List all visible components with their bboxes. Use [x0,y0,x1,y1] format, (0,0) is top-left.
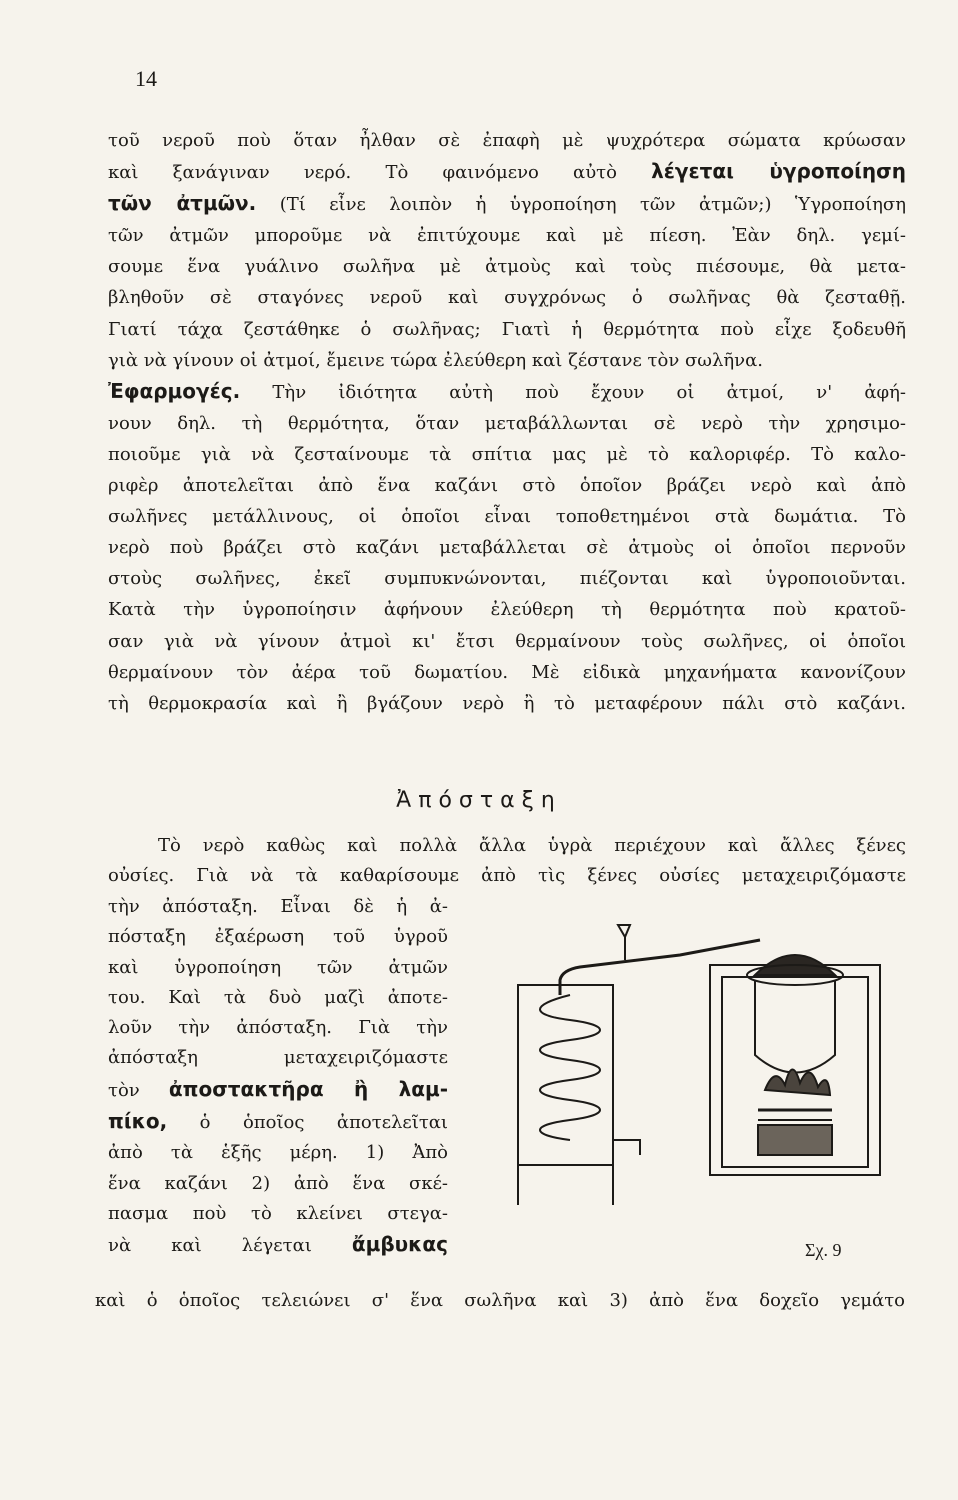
text-line: λοῦν τὴν ἀπόσταξη. Γιὰ τὴν [108,1017,448,1039]
text-line [108,376,906,408]
term-ambyx: ἄμβυκας [351,1232,448,1257]
term-still: ἀποστακτῆρα ἢ λαμ- [168,1076,448,1101]
page-number: 14 [135,66,157,91]
section-column-text [108,892,448,1262]
text-line: τὴ θερμοκρασία καὶ ἢ βγάζουν νερὸ ἢ τὸ μεταφέρουν πάλι στὸ καζάνι. [108,692,906,714]
text-span: τὸν [108,1079,169,1101]
term-lampiko: πίκο, [108,1109,168,1134]
text-line: σουμε ἕνα γυάλινο σωλῆνα μὲ ἀτμοὺς καὶ τοὺς πιέσουμε, θὰ μετα- [108,256,906,278]
term-liquefaction: λέγεται ὑγροποίηση [651,159,906,184]
text-span: ὁ ὁποῖος ἀποτελεῖται [167,1112,448,1134]
text-line: τὴν ἀπόσταξη. Εἶναι δὲ ἡ ἀ- [108,896,448,917]
figure-caption: Σχ. 9 [805,1240,842,1260]
text-line: ἀπὸ τὰ ἑξῆς μέρη. 1) Ἀπὸ [108,1142,448,1164]
text-line: Κατὰ τὴν ὑγροποίησιν ἀφήνουν ἐλεύθερη τὴ θερμότητα ποὺ κρατοῦ- [108,599,906,621]
flame-icon [765,1069,830,1095]
text-line: ἀπόσταξη μεταχειριζόμαστε [108,1047,448,1069]
text-line: ποιοῦμε γιὰ νὰ ζεσταίνουμε τὰ σπίτια μας μὲ τὸ καλοριφέρ. Τὸ καλο- [108,443,906,465]
text-line: ἕνα καζάνι 2) ἀπὸ ἕνα σκέ- [108,1172,448,1194]
text-line: οὐσίες. Γιὰ νὰ τὰ καθαρίσουμε ἀπὸ τὶς ξένες οὐσίες μεταχειριζόμαστε [108,865,906,887]
firebox [758,1125,832,1155]
text-line: πασμα ποὺ τὸ κλείνει στεγα- [108,1202,448,1224]
condenser-coil [540,995,600,1140]
text-line: σωλῆνες μετάλλινους, οἱ ὁποῖοι εἶναι τοποθετημένοι στὰ δωμάτια. Τὸ [108,506,906,528]
text-span: (Τί εἶνε λοιπὸν ἡ ὑγροποίηση τῶν ἀτμῶν;) Ὑγροποίηση [256,194,906,216]
funnel [618,925,630,937]
section-heading-distillation: Ἀπόσταξη [396,788,562,813]
heading-applications: Ἐφαρμογές. [108,378,241,403]
text-line: βληθοῦν σὲ σταγόνες νεροῦ καὶ συγχρόνως ὁ σωλῆνας θὰ ζεσταθῇ. [108,287,906,309]
text-line: νερὸ ποὺ βράζει στὸ καζάνι μεταβάλλεται σὲ ἀτμοὺς οἱ ὁποῖοι περνοῦν [108,537,906,559]
text-line: πόσταξη ἐξαέρωση τοῦ ὑγροῦ [108,926,448,948]
text-line: σαν γιὰ νὰ γίνουν ἀτμοὶ κι' ἔτσι θερμαίνουν τοὺς σωλῆνες, οἱ ὁποῖοι [108,630,906,652]
text-line [108,1074,448,1106]
text-line: τῶν ἀτμῶν μποροῦμε νὰ ἐπιτύχουμε καὶ μὲ πίεση. Ἐὰν δηλ. γεμί- [108,225,906,247]
boiler-pot [755,980,835,1073]
text-line: του. Καὶ τὰ δυὸ μαζὶ ἀποτε- [108,986,448,1008]
text-line [108,156,906,188]
text-line: θερμαίνουν τὸν ἀέρα τοῦ δωματίου. Μὲ εἰδικὰ μηχανήματα κανονίζουν [108,661,906,683]
connecting-pipe [560,940,760,995]
text-span: νὰ καὶ λέγεται [108,1235,352,1257]
text-span: Τὴν ἰδιότητα αὐτὴ ποὺ ἔχουν οἱ ἀτμοί, ν' ἀφή- [240,381,906,403]
text-span: καὶ ξανάγιναν νερό. Τὸ φαινόμενο αὐτὸ [108,162,617,184]
text-line: τοῦ νεροῦ ποὺ ὅταν ἦλθαν σὲ ἐπαφὴ μὲ ψυχρότερα σώματα κρύωσαν [108,130,906,151]
condenser-tank [518,985,613,1165]
text-line: στοὺς σωλῆνες, ἐκεῖ συμπυκνώνονται, πιέζονται καὶ ὑγροποιοῦνται. [108,568,906,590]
text-line: γιὰ νὰ γίνουν οἱ ἀτμοί, ἔμεινε τώρα ἐλεύθερη καὶ ζέστανε τὸν σωλῆνα. [108,349,763,371]
text-line: ριφὲρ ἀποτελεῖται ἀπὸ ἕνα καζάνι στὸ ὁποῖον βράζει νερὸ καὶ ἀπὸ [108,475,906,497]
text-line: Τὸ νερὸ καθὼς καὶ πολλὰ ἄλλα ὑγρὰ περιέχουν καὶ ἄλλες ξένες [158,835,906,856]
text-line [108,1229,448,1261]
text-line: νουν δηλ. τὴ θερμότητα, ὅταν μεταβάλλωνται σὲ νερὸ τὴν χρησιμο- [108,412,906,434]
text-line: Γιατί τάχα ζεστάθηκε ὁ σωλῆνας; Γιατὶ ἡ θερμότητα ποὺ εἶχε ξοδευθῆ [108,318,906,340]
section-intro [108,831,906,892]
text-line-final: καὶ ὁ ὁποῖος τελειώνει σ' ἕνα σωλῆνα καὶ 3) ἀπὸ ἕνα δοχεῖο γεμάτο [95,1290,905,1311]
distillation-apparatus-illustration [500,915,900,1215]
term-of-vapors: τῶν ἀτμῶν. [108,191,257,216]
text-line: καὶ ὑγροποίηση τῶν ἀτμῶν [108,956,448,978]
paragraph-liquefaction [108,125,906,719]
text-line [108,188,906,220]
text-line [108,1106,448,1138]
